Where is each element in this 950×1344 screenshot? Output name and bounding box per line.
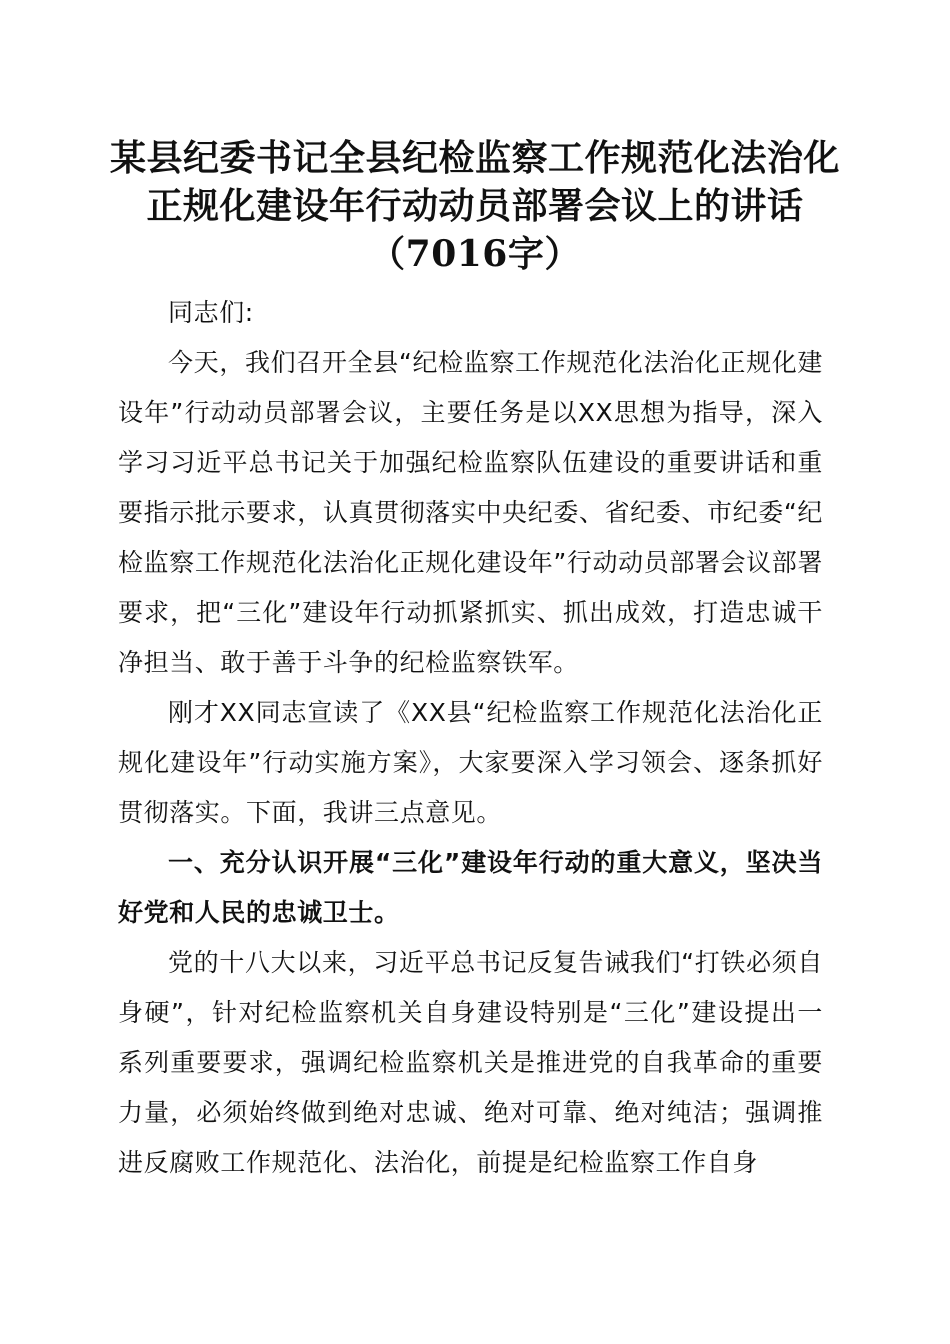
title-line-2: 正规化建设年行动动员部署会议上的讲话: [146, 185, 804, 227]
section-heading-1: 一、充分认识开展“三化”建设年行动的重大意义，坚决当好党和人民的忠诚卫士。: [118, 848, 823, 927]
section-1-paragraph: 党的十八大以来，习近平总书记反复告诫我们“打铁必须自身硬”，针对纪检监察机关自身建设特别是“三化”建设提出一系列重要要求，强调纪检监察机关是推进党的自我革命的重要力量，必须始终做到绝对忠诚、绝对可靠、绝对纯洁；强调推进反腐败工作规范化、法治化，前提是纪检监察工作自身: [118, 948, 823, 1177]
paragraph-opening: 今天，我们召开全县“纪检监察工作规范化法治化正规化建设年”行动动员部署会议，主要任务是以XX思想为指导，深入学习习近平总书记关于加强纪检监察队伍建设的重要讲话和重要指示批示要求，认真贯彻落实中央纪委、省纪委、市纪委“纪检监察工作规范化法治化正规化建设年”行动动员部署会议部署要求，把“三化”建设年行动抓紧抓实、抓出成效，打造忠诚干净担当、敢于善于斗争的纪检监察铁军。: [118, 348, 823, 677]
document-title: [110, 134, 840, 278]
document-body: [118, 288, 823, 1188]
greeting: 同志们:: [168, 298, 254, 327]
paragraph-plan: 刚才XX同志宣读了《XX县“纪检监察工作规范化法治化正规化建设年”行动实施方案》，大家要深入学习领会、逐条抓好贯彻落实。下面，我讲三点意见。: [118, 698, 823, 827]
title-word-count: （7016字）: [369, 233, 581, 275]
title-line-1: 某县纪委书记全县纪检监察工作规范化法治化: [110, 137, 841, 179]
